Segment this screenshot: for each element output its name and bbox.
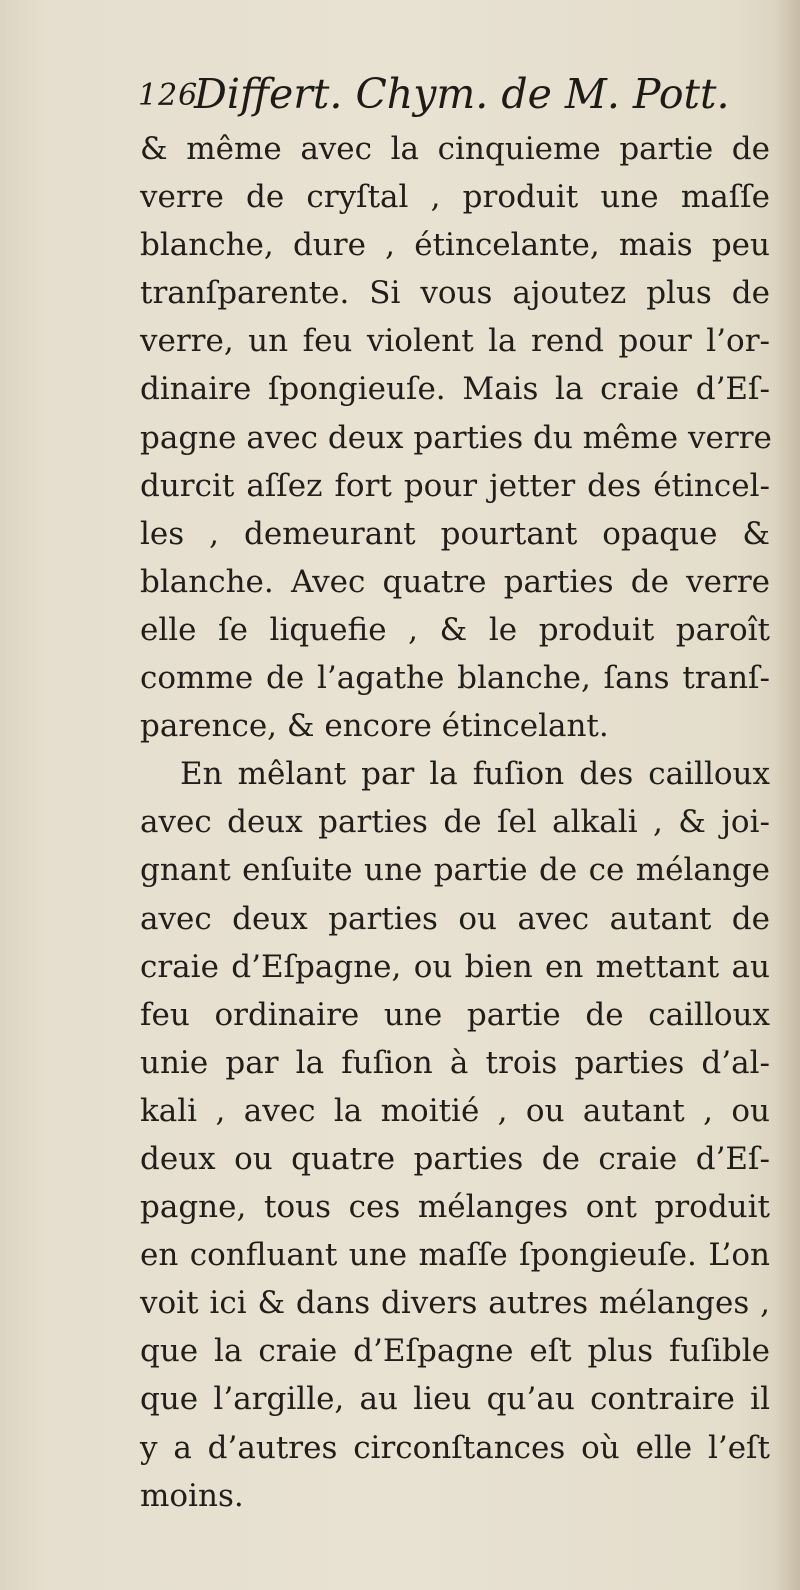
page-number: 126	[138, 78, 199, 113]
text-line: moins.	[140, 1477, 244, 1514]
text-line: verre, un feu violent la rend pour l’or-	[140, 323, 770, 360]
text-line: pagne, tous ces mélanges ont produit	[140, 1189, 770, 1226]
text-line: blanche, dure , étincelante, mais peu	[140, 227, 770, 264]
text-line: & même avec la cinquieme partie de	[140, 131, 770, 167]
text-line: dinaire ſpongieuſe. Mais la craie d’Eſ-	[140, 371, 770, 408]
text-line: en confluant une maſſe ſpongieuſe. L’on	[140, 1237, 770, 1274]
text-line: pagne avec deux parties du même verre	[140, 419, 772, 456]
text-line: durcit aſſez fort pour jetter des étincel-	[140, 467, 770, 504]
text-line: les , demeurant pourtant opaque &	[140, 515, 770, 552]
text-line: blanche. Avec quatre parties de verre	[140, 563, 770, 600]
paragraph-2	[140, 750, 770, 1520]
text-line: tranſparente. Si vous ajoutez plus de	[140, 275, 770, 312]
paragraph-1	[140, 125, 770, 750]
text-line: deux ou quatre parties de craie d’Eſ-	[140, 1140, 770, 1177]
text-line: avec deux parties de ſel alkali , & joi-	[140, 804, 770, 841]
text-line: kali , avec la moitié , ou autant , ou	[140, 1092, 770, 1129]
page-edge-shadow	[774, 0, 800, 1590]
body-text	[140, 125, 770, 1520]
running-title: Differt. Chym. de M. Pott.	[194, 70, 730, 118]
text-line: que l’argille, au lieu qu’au contraire il	[140, 1381, 770, 1418]
text-line: voit ici & dans divers autres mélanges ,	[140, 1285, 770, 1322]
text-line: que la craie d’Eſpagne eſt plus fuſible	[140, 1333, 770, 1370]
text-line: avec deux parties ou avec autant de	[140, 900, 770, 937]
text-line: feu ordinaire une partie de cailloux	[140, 996, 770, 1033]
text-line: verre de cryſtal , produit une maſſe	[140, 179, 770, 216]
page-header	[138, 70, 778, 130]
text-line: y a d’autres circonſtances où elle l’eſt	[140, 1429, 770, 1466]
text-line: craie d’Eſpagne, ou bien en mettant au	[140, 948, 770, 985]
text-line: unie par la fuſion à trois parties d’al-	[140, 1044, 770, 1081]
text-line: En mêlant par la fuſion des cailloux	[180, 756, 770, 793]
text-line: elle ſe liquefie , & le produit paroît	[140, 611, 770, 648]
text-line: gnant enſuite une partie de ce mélange	[140, 852, 770, 889]
text-line: comme de l’agathe blanche, ſans tranſ-	[140, 660, 770, 697]
text-line: parence, & encore étincelant.	[140, 708, 609, 745]
